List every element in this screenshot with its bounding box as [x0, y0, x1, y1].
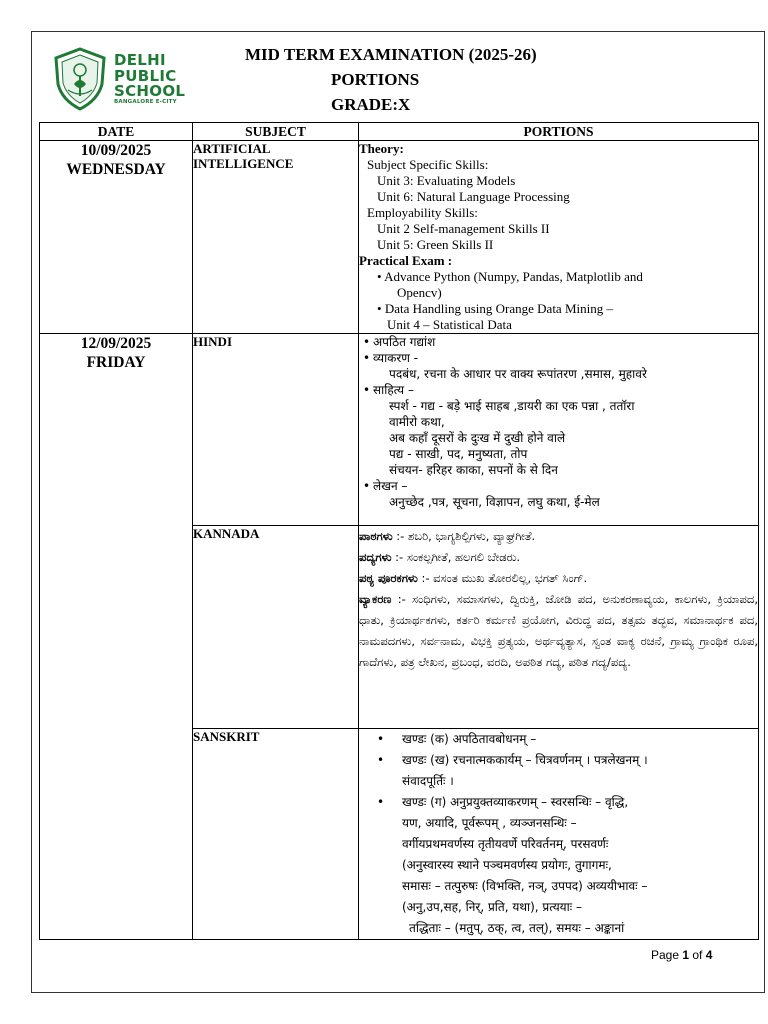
- subject-cell: HINDI: [193, 334, 359, 526]
- sanskrit-item-cont: यण, अयादि, पूर्वरूपम् , व्यञ्जनसन्धिः –: [402, 816, 577, 830]
- sanskrit-item: • खण्डः (ग) अनुप्रयुक्तव्याकरणम् – स्वरसन्धिः – वृद्धि,: [359, 792, 758, 813]
- school-crest-icon: [52, 46, 108, 112]
- section-heading: Employability Skills:: [367, 205, 478, 220]
- hindi-item: • अपठित गद्यांश: [359, 334, 758, 350]
- kannada-label: ಪಾಠಗಳು: [359, 529, 393, 543]
- hindi-item: • व्याकरण -: [359, 350, 758, 366]
- kannada-lessons: [359, 526, 758, 547]
- kannada-label: ವ್ಯಾಕರಣ: [359, 592, 392, 606]
- unit-item: Unit 2 Self-management Skills II: [377, 221, 550, 236]
- unit-item: Unit 3: Evaluating Models: [377, 173, 516, 188]
- sanskrit-item-cont: वर्गीयप्रथमवर्णस्य तृतीयवर्णे परिवर्तनम्, परसवर्णः: [402, 837, 609, 851]
- hindi-subitem: संचयन- हरिहर काका, सपनों के से दिन: [389, 463, 558, 477]
- grade-heading: GRADE:X: [331, 95, 411, 114]
- subject-cell: KANNADA: [193, 526, 359, 729]
- total-pages: 4: [705, 948, 713, 962]
- sanskrit-item: • खण्डः (ख) रचनात्मककार्यम् – चित्रवर्णनम् । पत्रलेखनम् ।: [359, 750, 758, 771]
- column-header-subject: SUBJECT: [193, 123, 359, 141]
- hindi-subitem: अब कहाँ दूसरों के दुःख में दुखी होने वाले: [389, 431, 566, 445]
- logo-line-2: PUBLIC: [114, 66, 177, 85]
- hindi-item: • लेखन –: [359, 478, 758, 494]
- date-cell: [40, 141, 193, 334]
- hindi-subitem: वामीरो कथा,: [389, 415, 445, 429]
- kannada-text: :- ಸಂಕಲ್ಪಗೀತೆ, ಹಲಗಲಿ ಬೇಡರು.: [395, 550, 521, 564]
- unit-item: Unit 5: Green Skills II: [377, 237, 494, 252]
- kannada-poems: [359, 547, 758, 568]
- practical-item: • Advance Python (Numpy, Pandas, Matplotlib and: [377, 269, 643, 284]
- page-of: of: [689, 948, 706, 962]
- exam-day: FRIDAY: [86, 354, 146, 371]
- practical-item: • Data Handling using Orange Data Mining –: [377, 301, 613, 316]
- current-page: 1: [682, 948, 690, 962]
- exam-title: MID TERM EXAMINATION (2025-26): [245, 45, 537, 64]
- portions-cell: [359, 526, 759, 729]
- section-heading: Subject Specific Skills:: [367, 157, 489, 172]
- page-prefix: Page: [651, 948, 683, 962]
- hindi-item: • साहित्य –: [359, 382, 758, 398]
- logo-line-3: SCHOOL: [114, 82, 186, 100]
- portions-cell: [359, 141, 759, 334]
- date-cell: [40, 334, 193, 940]
- sanskrit-item: • खण्डः (क) अपठितावबोधनम् –: [359, 729, 758, 750]
- unit-item: Unit 6: Natural Language Processing: [377, 189, 570, 204]
- column-header-portions: PORTIONS: [359, 123, 759, 141]
- sanskrit-item-cont: (अनुस्वारस्य स्थाने पञ्चमवर्णस्य प्रयोगः, तुगागमः,: [402, 858, 612, 872]
- exam-day: WEDNESDAY: [66, 161, 166, 178]
- portions-heading: PORTIONS: [331, 70, 420, 89]
- column-header-date: DATE: [40, 123, 193, 141]
- table-row: [40, 141, 759, 334]
- logo-subtitle: BANGALORE E-CITY: [114, 99, 177, 105]
- theory-label: Theory:: [359, 141, 404, 156]
- kannada-label: ಪಠ್ಯ ಪೂರಕಗಳು: [359, 571, 418, 585]
- sanskrit-item-cont: तद्धिताः – (मतुप्, ठक्, त्व, तल्), समयः – अङ्कानां: [409, 921, 625, 935]
- hindi-subitem: पदबंध, रचना के आधार पर वाक्य रूपांतरण ,समास, मुहावरे: [389, 367, 647, 381]
- kannada-text: :- ವಸಂತ ಮುಖ ತೋರಲಿಲ್ಲ, ಭಗತ್ ಸಿಂಗ್.: [421, 571, 588, 585]
- table-header-row: [40, 123, 759, 141]
- table-row: [40, 334, 759, 526]
- portions-table: [39, 122, 759, 940]
- kannada-supplementary: [359, 568, 758, 589]
- hindi-subitem: अनुच्छेद ,पत्र, सूचना, विज्ञापन, लघु कथा, ई-मेल: [389, 495, 600, 509]
- page-number: [651, 948, 712, 962]
- hindi-subitem: पद्य - साखी, पद, मनुष्यता, तोप: [389, 447, 528, 461]
- practical-text: Data Handling using Orange Data Mining –: [384, 301, 613, 316]
- subject-cell: SANSKRIT: [193, 729, 359, 940]
- kannada-text: :- ಶಬರಿ, ಭಾಗ್ಯಶಿಲ್ಪಿಗಳು, ವ್ಯಾಘ್ರಗೀತೆ.: [396, 529, 536, 543]
- practical-item-cont: Unit 4 – Statistical Data: [387, 317, 512, 332]
- school-logo: [52, 46, 200, 112]
- kannada-label: ಪದ್ಯಗಳು: [359, 550, 392, 564]
- logo-line-1: DELHI: [114, 51, 166, 69]
- sanskrit-item-cont: समासः – तत्पुरुषः (विभक्ति, नञ्, उपपद) अव्ययीभावः –: [402, 879, 648, 893]
- sanskrit-item-cont: संवादपूर्तिः ।: [402, 774, 454, 788]
- practical-item-cont: Opencv): [397, 285, 442, 300]
- exam-date: 12/09/2025: [80, 335, 152, 352]
- hindi-subitem: स्पर्श - गद्य - बड़े भाई साहब ,डायरी का एक पन्ना , ततॉरा: [389, 399, 635, 413]
- subject-cell: ARTIFICIAL INTELLIGENCE: [193, 141, 359, 334]
- kannada-text: :- ಸಂಧಿಗಳು, ಸಮಾಸಗಳು, ದ್ವಿರುಕ್ತಿ, ಜೋಡಿ ಪದ, ಅನುಕರಣಾವ್ಯಯ, ಕಾಲಗಳು, ಕ್ರಿಯಾಪದ, ಧಾತು, ಕ್ರಿಯಾರ್ಥಕಗಳು, ಕರ್ತರಿ ಕರ್ಮಣಿ ಪ್ರಯೋಗ, ವಿರುದ್ಧ ಪದ, ತತ್ಸಮ ತದ್ಭವ, ಸಮಾನಾರ್ಥಕ ಪದ, ನಾಮಪದಗಳು, ಸರ್ವನಾಮ, ವಿಭಕ್ತಿ ಪ್ರತ್ಯಯ, ಅರ್ಥವ್ಯತ್ಯಾಸ, ಸ್ವಂತ ವಾಕ್ಯ ರಚನೆ, ಗ್ರಾಮ್ಯ ಗ್ರಾಂಥಿಕ ರೂಪ, ಗಾದೆಗಳು, ಪತ್ರ ಲೇಖನ, ಪ್ರಬಂಧ, ವರದಿ, ಅಪಠಿತ ಗದ್ಯ, ಪಠಿತ ಗದ್ಯ/ಪದ್ಯ.: [359, 592, 758, 669]
- portions-cell: [359, 334, 759, 526]
- practical-label: Practical Exam :: [359, 253, 453, 268]
- sanskrit-item-cont: (अनु,उप,सह, निर्, प्रति, यथा), प्रत्ययाः –: [402, 900, 582, 914]
- kannada-grammar: [359, 589, 758, 673]
- portions-cell: [359, 729, 759, 940]
- practical-text: Advance Python (Numpy, Pandas, Matplotlib and: [384, 269, 643, 284]
- exam-date: 10/09/2025: [80, 142, 152, 159]
